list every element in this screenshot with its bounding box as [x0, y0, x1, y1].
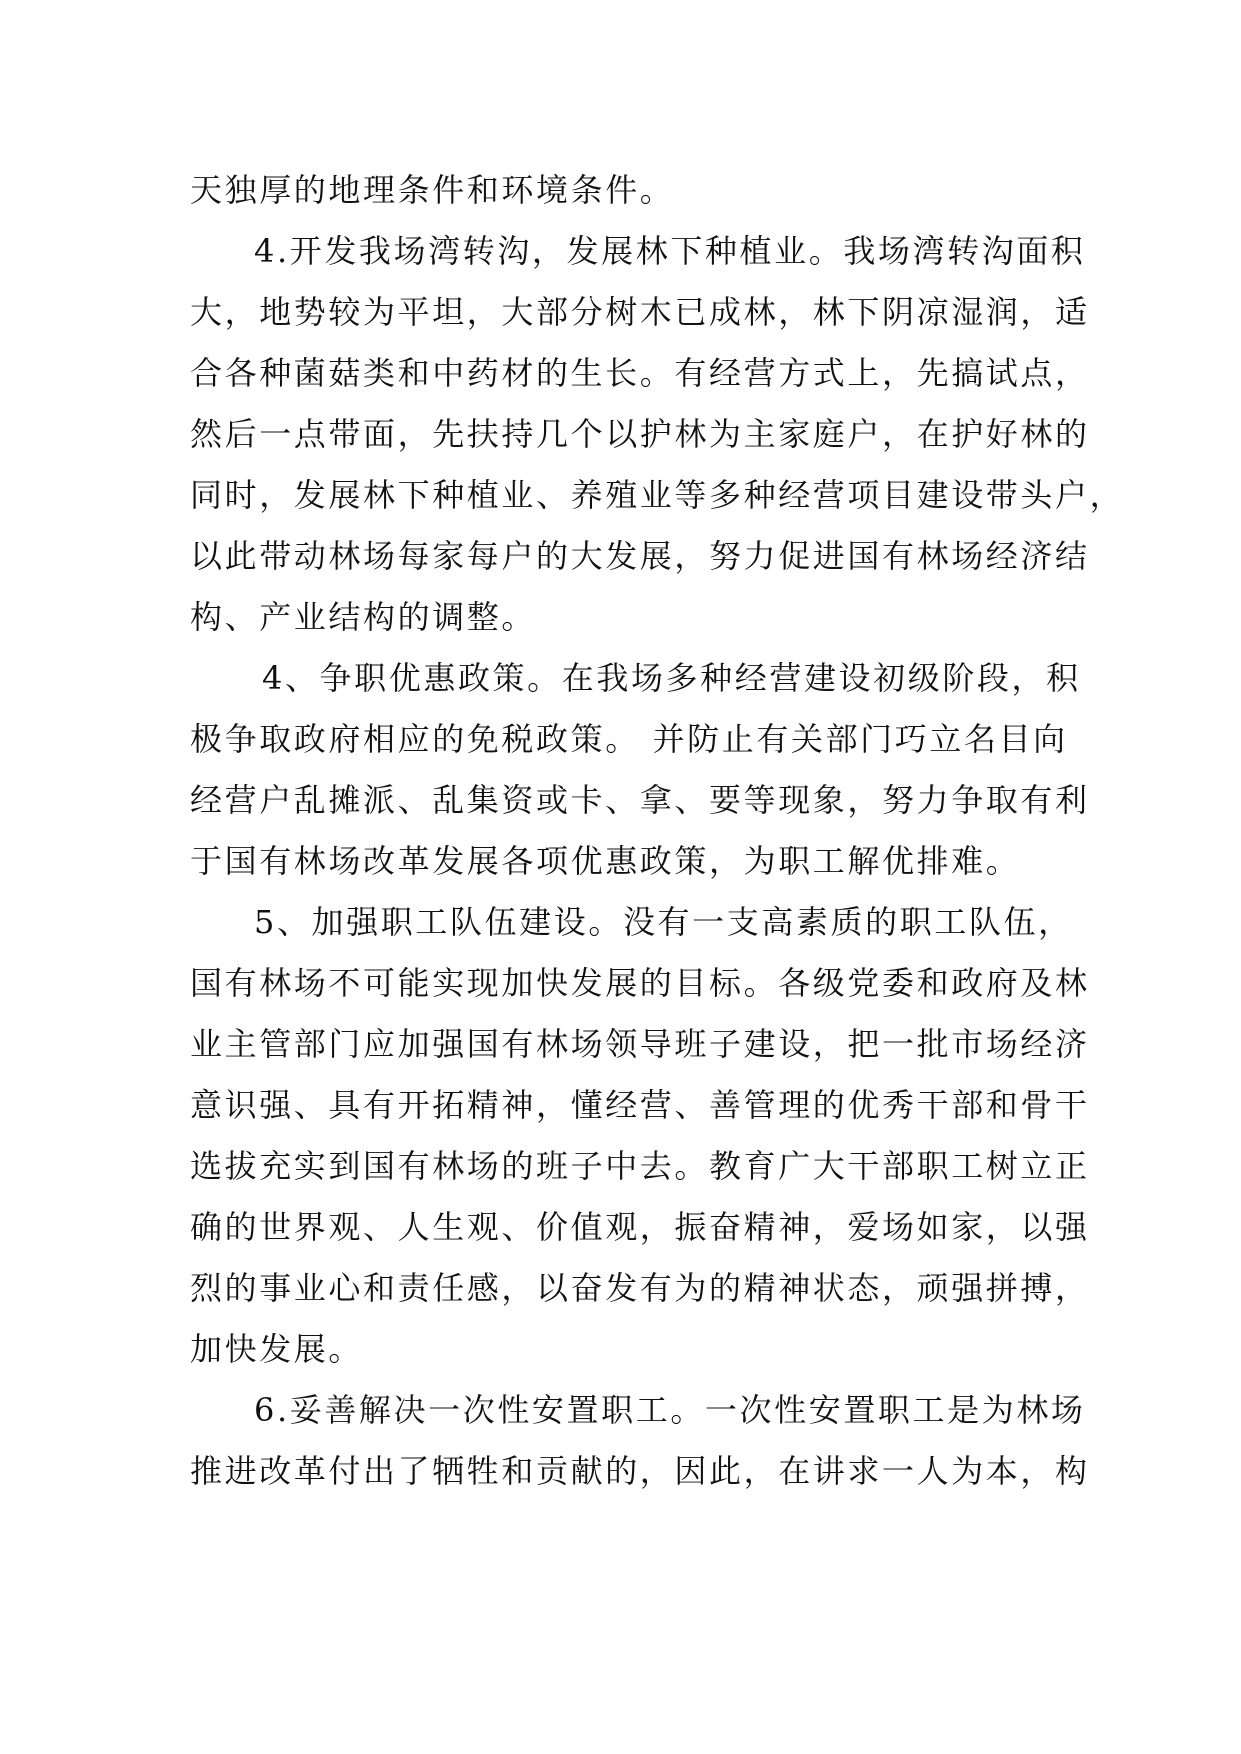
- text-line: 以此带动林场每家每户的大发展，努力促进国有林场经济结: [190, 537, 1090, 575]
- text-line: 烈的事业心和责任感，以奋发有为的精神状态，顽强拼搏，: [190, 1269, 1090, 1307]
- text-line: 推进改革付出了牺牲和贡献的，因此，在讲求一人为本，构: [190, 1452, 1090, 1490]
- text-line: 意识强、具有开拓精神，懂经营、善管理的优秀干部和骨干: [190, 1086, 1090, 1124]
- text-line: 业主管部门应加强国有林场领导班子建设，把一批市场经济: [190, 1025, 1090, 1063]
- text-line: 加快发展。: [190, 1330, 364, 1368]
- text-line: 极争取政府相应的免税政策。 并防止有关部门巧立名目向: [190, 720, 1068, 758]
- text-line: 天独厚的地理条件和环境条件。: [190, 171, 675, 209]
- text-line: 合各种菌菇类和中药材的生长。有经营方式上，先搞试点，: [190, 354, 1090, 392]
- text-line: 确的世界观、人生观、价值观，振奋精神，爱场如家，以强: [190, 1208, 1090, 1246]
- document-body: [190, 160, 1125, 1502]
- text-line: 于国有林场改革发展各项优惠政策，为职工解优排难。: [190, 842, 1021, 880]
- paragraph-start-line: 6.妥善解决一次性安置职工。一次性安置职工是为林场: [254, 1391, 1086, 1429]
- text-line: 大，地势较为平坦，大部分树木已成林，林下阴凉湿润，适: [190, 293, 1090, 331]
- text-line: 同时，发展林下种植业、养殖业等多种经营项目建设带头户，: [190, 476, 1125, 514]
- text-line: 选拔充实到国有林场的班子中去。教育广大干部职工树立正: [190, 1147, 1090, 1185]
- text-line: 构、产业结构的调整。: [190, 598, 537, 636]
- text-line: 然后一点带面，先扶持几个以护林为主家庭户，在护好林的: [190, 415, 1090, 453]
- paragraph-start-line: 5、加强职工队伍建设。没有一支高素质的职工队伍，: [254, 903, 1073, 941]
- text-line: 国有林场不可能实现加快发展的目标。各级党委和政府及林: [190, 964, 1090, 1002]
- paragraph-start-line: 4.开发我场湾转沟，发展林下种植业。我场湾转沟面积: [254, 232, 1086, 270]
- paragraph-start-line: 4、争职优惠政策。在我场多种经营建设初级阶段，积: [262, 659, 1081, 697]
- text-line: 经营户乱摊派、乱集资或卡、拿、要等现象，努力争取有利: [190, 781, 1090, 819]
